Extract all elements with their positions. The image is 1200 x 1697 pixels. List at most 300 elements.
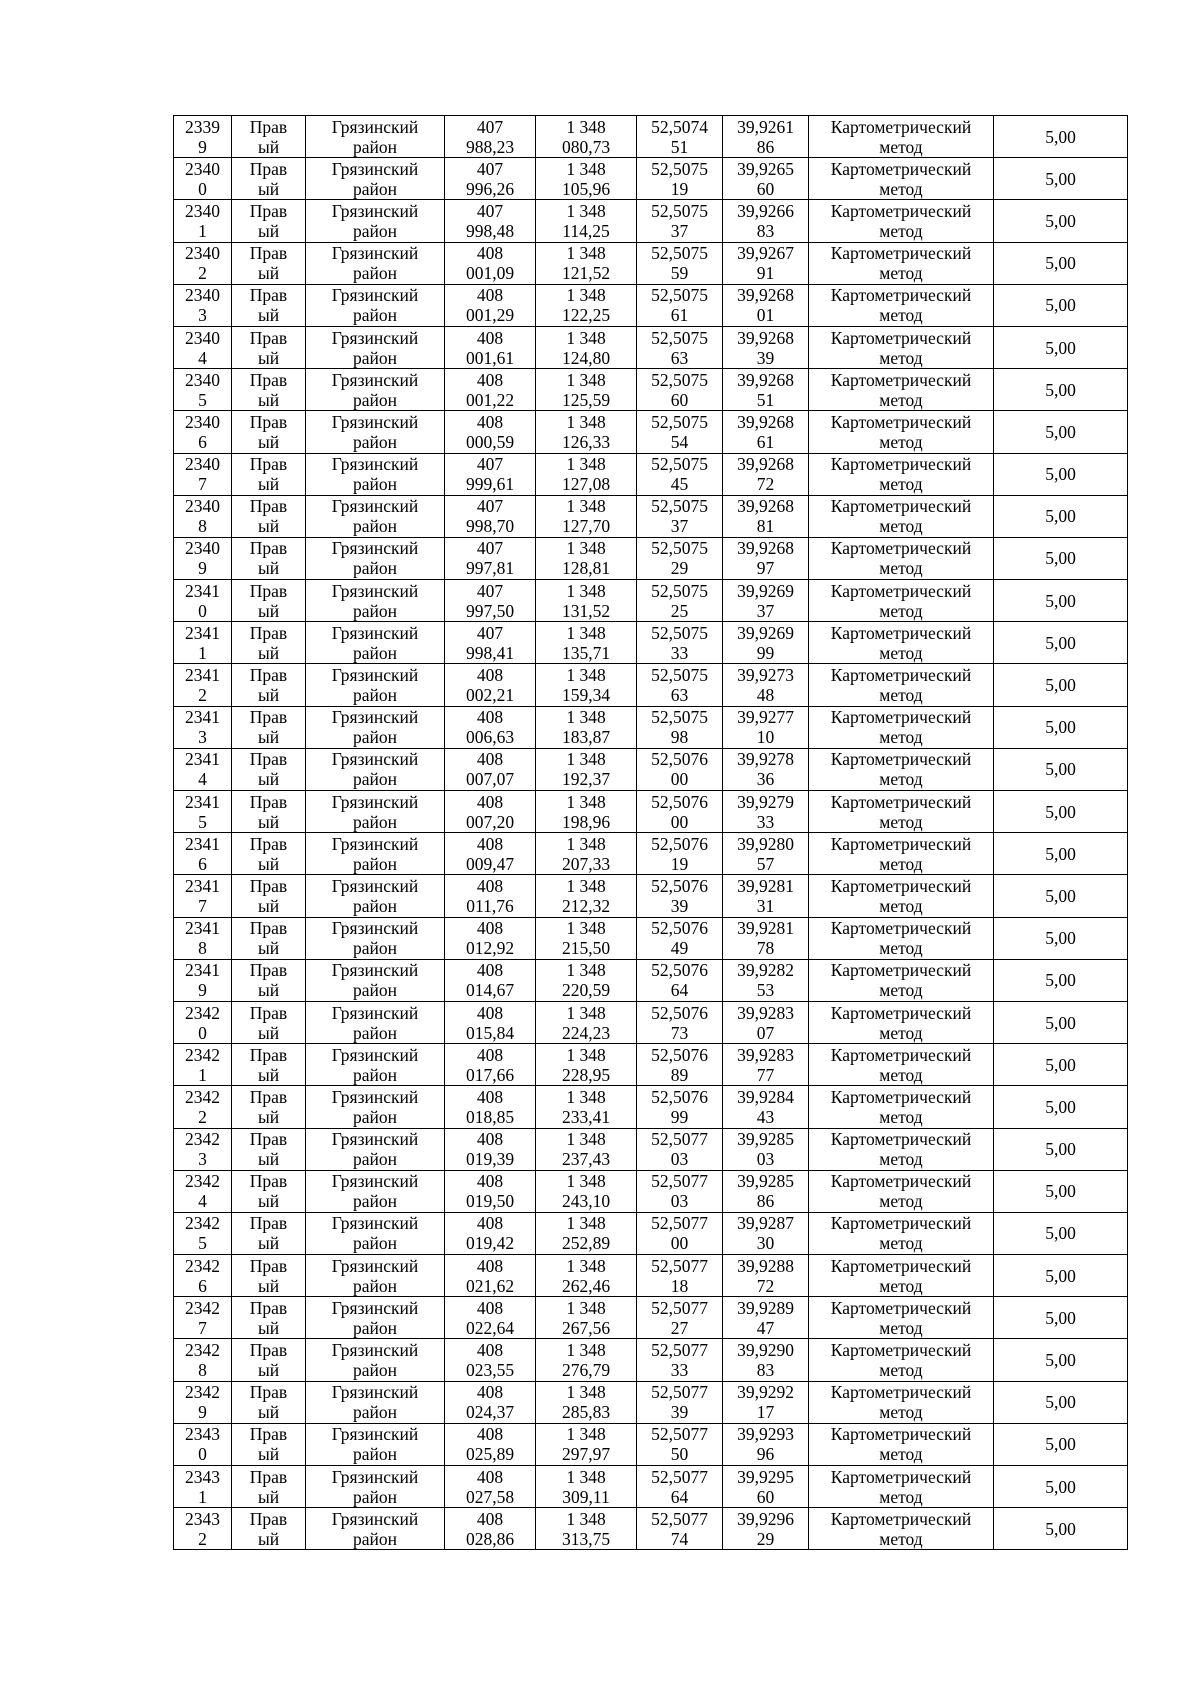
bank-side-cell xyxy=(232,875,306,917)
latitude-cell xyxy=(637,326,723,368)
method-cell-line: метод xyxy=(879,1149,923,1170)
point-number-cell-line: 2343 xyxy=(185,1508,220,1529)
district-cell xyxy=(306,748,445,790)
method-cell-line: метод xyxy=(879,1064,923,1085)
accuracy-cell: 5,00 xyxy=(994,1508,1128,1550)
point-number-cell xyxy=(174,495,232,537)
y-coordinate-cell-line: 131,52 xyxy=(561,600,611,621)
latitude-cell-line: 39 xyxy=(670,895,689,916)
method-cell-line: метод xyxy=(879,642,923,663)
x-coordinate-cell-line: 998,48 xyxy=(465,220,515,241)
y-coordinate-cell-line: 233,41 xyxy=(561,1106,611,1127)
latitude-cell xyxy=(637,1297,723,1339)
longitude-cell-line: 30 xyxy=(756,1233,775,1254)
district-cell xyxy=(306,1381,445,1423)
y-coordinate-cell xyxy=(536,580,637,622)
latitude-cell xyxy=(637,664,723,706)
latitude-cell-line: 63 xyxy=(670,685,689,706)
district-cell xyxy=(306,959,445,1001)
y-coordinate-cell-line: 159,34 xyxy=(561,685,611,706)
table-row xyxy=(174,1297,1128,1339)
method-cell-line: Картометрический xyxy=(830,918,972,939)
method-cell-line: метод xyxy=(879,1275,923,1296)
longitude-cell-line: 39,9281 xyxy=(737,875,794,896)
y-coordinate-cell-line: 126,33 xyxy=(561,431,611,452)
accuracy-cell: 5,00 xyxy=(994,748,1128,790)
x-coordinate-cell-line: 408 xyxy=(476,960,504,981)
x-coordinate-cell-line: 407 xyxy=(476,158,504,179)
y-coordinate-cell-line: 252,89 xyxy=(561,1233,611,1254)
bank-side-cell-line: Прав xyxy=(249,1340,288,1361)
longitude-cell-line: 39,9273 xyxy=(737,665,794,686)
bank-side-cell xyxy=(232,706,306,748)
method-cell-line: Картометрический xyxy=(830,369,972,390)
x-coordinate-cell xyxy=(445,1508,536,1550)
method-cell-line: метод xyxy=(879,178,923,199)
method-cell xyxy=(809,917,994,959)
point-number-cell-line: 2341 xyxy=(185,665,220,686)
y-coordinate-cell-line: 1 348 xyxy=(566,1340,606,1361)
latitude-cell xyxy=(637,537,723,579)
x-coordinate-cell-line: 408 xyxy=(476,1044,504,1065)
method-cell-line: Картометрический xyxy=(830,116,972,137)
latitude-cell-line: 60 xyxy=(670,389,689,410)
longitude-cell xyxy=(723,453,809,495)
x-coordinate-cell xyxy=(445,959,536,1001)
method-cell-line: Картометрический xyxy=(830,622,972,643)
method-cell-line: Картометрический xyxy=(830,749,972,770)
y-coordinate-cell-line: 1 348 xyxy=(566,116,606,137)
district-cell-line: район xyxy=(353,1317,397,1338)
district-cell xyxy=(306,1128,445,1170)
longitude-cell-line: 39,9268 xyxy=(737,496,794,517)
table-row xyxy=(174,1339,1128,1381)
point-number-cell-line: 2340 xyxy=(185,496,220,517)
x-coordinate-cell xyxy=(445,1339,536,1381)
method-cell xyxy=(809,495,994,537)
x-coordinate-cell xyxy=(445,664,536,706)
x-coordinate-cell xyxy=(445,706,536,748)
latitude-cell-line: 98 xyxy=(670,727,689,748)
accuracy-cell: 5,00 xyxy=(994,622,1128,664)
bank-side-cell-line: Прав xyxy=(249,749,288,770)
point-number-cell-line: 8 xyxy=(198,516,207,537)
y-coordinate-cell xyxy=(536,622,637,664)
point-number-cell xyxy=(174,1086,232,1128)
accuracy-cell: 5,00 xyxy=(994,1297,1128,1339)
district-cell-line: район xyxy=(353,1106,397,1127)
bank-side-cell-line: ый xyxy=(257,389,280,410)
bank-side-cell-line: ый xyxy=(257,1528,280,1549)
point-number-cell-line: 8 xyxy=(198,1360,207,1381)
x-coordinate-cell xyxy=(445,1128,536,1170)
method-cell-line: Картометрический xyxy=(830,1044,972,1065)
table-row xyxy=(174,242,1128,284)
district-cell-line: район xyxy=(353,811,397,832)
latitude-cell-line: 52,5075 xyxy=(651,243,708,264)
district-cell xyxy=(306,580,445,622)
method-cell-line: метод xyxy=(879,558,923,579)
latitude-cell-line: 52,5077 xyxy=(651,1213,708,1234)
x-coordinate-cell-line: 408 xyxy=(476,1255,504,1276)
longitude-cell xyxy=(723,917,809,959)
y-coordinate-cell-line: 124,80 xyxy=(561,347,611,368)
district-cell-line: район xyxy=(353,474,397,495)
bank-side-cell xyxy=(232,833,306,875)
longitude-cell-line: 72 xyxy=(756,474,775,495)
bank-side-cell-line: Прав xyxy=(249,496,288,517)
longitude-cell-line: 36 xyxy=(756,769,775,790)
longitude-cell xyxy=(723,158,809,200)
method-cell-line: метод xyxy=(879,1233,923,1254)
latitude-cell xyxy=(637,411,723,453)
district-cell xyxy=(306,833,445,875)
longitude-cell xyxy=(723,411,809,453)
point-number-cell-line: 2340 xyxy=(185,454,220,475)
district-cell-line: Грязинский xyxy=(331,1002,419,1023)
point-number-cell-line: 2342 xyxy=(185,1129,220,1150)
district-cell xyxy=(306,622,445,664)
longitude-cell-line: 60 xyxy=(756,178,775,199)
y-coordinate-cell xyxy=(536,495,637,537)
district-cell-line: Грязинский xyxy=(331,918,419,939)
latitude-cell-line: 37 xyxy=(670,516,689,537)
latitude-cell-line: 50 xyxy=(670,1444,689,1465)
longitude-cell-line: 72 xyxy=(756,1275,775,1296)
x-coordinate-cell xyxy=(445,1381,536,1423)
point-number-cell-line: 5 xyxy=(198,389,207,410)
y-coordinate-cell-line: 313,75 xyxy=(561,1528,611,1549)
latitude-cell-line: 52,5077 xyxy=(651,1297,708,1318)
x-coordinate-cell xyxy=(445,369,536,411)
point-number-cell-line: 2 xyxy=(198,263,207,284)
bank-side-cell xyxy=(232,537,306,579)
x-coordinate-cell xyxy=(445,1212,536,1254)
bank-side-cell-line: Прав xyxy=(249,369,288,390)
point-number-cell-line: 4 xyxy=(198,1191,207,1212)
latitude-cell xyxy=(637,284,723,326)
y-coordinate-cell xyxy=(536,1001,637,1043)
method-cell xyxy=(809,1001,994,1043)
y-coordinate-cell-line: 1 348 xyxy=(566,1255,606,1276)
district-cell-line: Грязинский xyxy=(331,833,419,854)
x-coordinate-cell-line: 012,92 xyxy=(465,938,515,959)
x-coordinate-cell-line: 408 xyxy=(476,243,504,264)
longitude-cell-line: 61 xyxy=(756,431,775,452)
x-coordinate-cell-line: 408 xyxy=(476,1002,504,1023)
y-coordinate-cell-line: 114,25 xyxy=(562,220,610,241)
district-cell-line: район xyxy=(353,1064,397,1085)
method-cell-line: метод xyxy=(879,431,923,452)
table-row xyxy=(174,1423,1128,1465)
latitude-cell-line: 00 xyxy=(670,769,689,790)
bank-side-cell-line: Прав xyxy=(249,1382,288,1403)
method-cell-line: Картометрический xyxy=(830,1340,972,1361)
bank-side-cell-line: ый xyxy=(257,769,280,790)
point-number-cell-line: 2342 xyxy=(185,1086,220,1107)
point-number-cell-line: 2341 xyxy=(185,791,220,812)
method-cell xyxy=(809,791,994,833)
method-cell-line: метод xyxy=(879,1444,923,1465)
method-cell-line: Картометрический xyxy=(830,1002,972,1023)
y-coordinate-cell xyxy=(536,1423,637,1465)
bank-side-cell-line: ый xyxy=(257,136,280,157)
district-cell xyxy=(306,495,445,537)
x-coordinate-cell-line: 996,26 xyxy=(465,178,515,199)
latitude-cell-line: 52,5077 xyxy=(651,1466,708,1487)
district-cell-line: район xyxy=(353,389,397,410)
coordinates-table xyxy=(173,115,1128,1550)
district-cell xyxy=(306,1170,445,1212)
longitude-cell-line: 39,9265 xyxy=(737,158,794,179)
latitude-cell-line: 52,5075 xyxy=(651,496,708,517)
district-cell xyxy=(306,1508,445,1550)
district-cell xyxy=(306,875,445,917)
latitude-cell xyxy=(637,1381,723,1423)
point-number-cell xyxy=(174,284,232,326)
method-cell-line: Картометрический xyxy=(830,1508,972,1529)
bank-side-cell xyxy=(232,748,306,790)
bank-side-cell-line: ый xyxy=(257,1191,280,1212)
bank-side-cell xyxy=(232,1423,306,1465)
bank-side-cell-line: Прав xyxy=(249,538,288,559)
method-cell-line: метод xyxy=(879,769,923,790)
latitude-cell xyxy=(637,1001,723,1043)
y-coordinate-cell-line: 1 348 xyxy=(566,707,606,728)
bank-side-cell-line: ый xyxy=(257,600,280,621)
x-coordinate-cell-line: 407 xyxy=(476,496,504,517)
table-row xyxy=(174,1044,1128,1086)
district-cell xyxy=(306,453,445,495)
table-row xyxy=(174,791,1128,833)
longitude-cell-line: 39,9269 xyxy=(737,580,794,601)
latitude-cell-line: 52,5077 xyxy=(651,1340,708,1361)
x-coordinate-cell-line: 002,21 xyxy=(465,685,515,706)
bank-side-cell xyxy=(232,664,306,706)
x-coordinate-cell xyxy=(445,1297,536,1339)
bank-side-cell-line: Прав xyxy=(249,875,288,896)
longitude-cell xyxy=(723,1086,809,1128)
district-cell xyxy=(306,411,445,453)
longitude-cell-line: 10 xyxy=(756,727,775,748)
latitude-cell-line: 29 xyxy=(670,558,689,579)
x-coordinate-cell-line: 025,89 xyxy=(465,1444,515,1465)
x-coordinate-cell xyxy=(445,748,536,790)
district-cell-line: район xyxy=(353,1022,397,1043)
bank-side-cell xyxy=(232,1466,306,1508)
bank-side-cell-line: ый xyxy=(257,811,280,832)
method-cell-line: метод xyxy=(879,853,923,874)
y-coordinate-cell-line: 220,59 xyxy=(561,980,611,1001)
method-cell xyxy=(809,411,994,453)
bank-side-cell xyxy=(232,580,306,622)
point-number-cell-line: 2342 xyxy=(185,1255,220,1276)
point-number-cell-line: 2341 xyxy=(185,833,220,854)
x-coordinate-cell-line: 027,58 xyxy=(465,1486,515,1507)
y-coordinate-cell-line: 1 348 xyxy=(566,411,606,432)
district-cell xyxy=(306,537,445,579)
x-coordinate-cell-line: 408 xyxy=(476,665,504,686)
x-coordinate-cell-line: 408 xyxy=(476,1171,504,1192)
latitude-cell-line: 00 xyxy=(670,811,689,832)
latitude-cell-line: 19 xyxy=(670,853,689,874)
latitude-cell-line: 52,5075 xyxy=(651,411,708,432)
latitude-cell-line: 33 xyxy=(670,1360,689,1381)
longitude-cell-line: 91 xyxy=(756,263,775,284)
district-cell-line: Грязинский xyxy=(331,1297,419,1318)
method-cell-line: Картометрический xyxy=(830,1382,972,1403)
bank-side-cell xyxy=(232,1508,306,1550)
longitude-cell-line: 97 xyxy=(756,558,775,579)
method-cell xyxy=(809,1339,994,1381)
latitude-cell-line: 25 xyxy=(670,600,689,621)
longitude-cell-line: 39,9288 xyxy=(737,1255,794,1276)
district-cell-line: район xyxy=(353,1191,397,1212)
longitude-cell-line: 51 xyxy=(756,389,775,410)
point-number-cell-line: 2340 xyxy=(185,158,220,179)
method-cell-line: метод xyxy=(879,727,923,748)
y-coordinate-cell-line: 243,10 xyxy=(561,1191,611,1212)
latitude-cell xyxy=(637,959,723,1001)
longitude-cell-line: 39,9278 xyxy=(737,749,794,770)
method-cell xyxy=(809,158,994,200)
method-cell-line: Картометрический xyxy=(830,454,972,475)
method-cell-line: метод xyxy=(879,1360,923,1381)
y-coordinate-cell xyxy=(536,833,637,875)
method-cell-line: Картометрический xyxy=(830,580,972,601)
longitude-cell-line: 39,9287 xyxy=(737,1213,794,1234)
point-number-cell xyxy=(174,959,232,1001)
bank-side-cell xyxy=(232,1255,306,1297)
x-coordinate-cell-line: 019,42 xyxy=(465,1233,515,1254)
table-row xyxy=(174,664,1128,706)
table-row xyxy=(174,495,1128,537)
district-cell-line: район xyxy=(353,1275,397,1296)
bank-side-cell-line: ый xyxy=(257,1317,280,1338)
district-cell-line: Грязинский xyxy=(331,665,419,686)
table-row xyxy=(174,1212,1128,1254)
point-number-cell xyxy=(174,1297,232,1339)
longitude-cell-line: 96 xyxy=(756,1444,775,1465)
table-row xyxy=(174,833,1128,875)
latitude-cell-line: 99 xyxy=(670,1106,689,1127)
point-number-cell-line: 1 xyxy=(198,1486,207,1507)
x-coordinate-cell-line: 019,39 xyxy=(465,1149,515,1170)
method-cell-line: Картометрический xyxy=(830,411,972,432)
latitude-cell xyxy=(637,1339,723,1381)
bank-side-cell-line: Прав xyxy=(249,454,288,475)
longitude-cell xyxy=(723,1339,809,1381)
latitude-cell-line: 52,5075 xyxy=(651,158,708,179)
method-cell xyxy=(809,1170,994,1212)
latitude-cell xyxy=(637,917,723,959)
table-row xyxy=(174,706,1128,748)
x-coordinate-cell-line: 015,84 xyxy=(465,1022,515,1043)
district-cell-line: район xyxy=(353,1149,397,1170)
bank-side-cell-line: ый xyxy=(257,516,280,537)
accuracy-cell: 5,00 xyxy=(994,1423,1128,1465)
y-coordinate-cell-line: 105,96 xyxy=(561,178,611,199)
point-number-cell-line: 8 xyxy=(198,938,207,959)
method-cell xyxy=(809,580,994,622)
y-coordinate-cell xyxy=(536,411,637,453)
latitude-cell-line: 49 xyxy=(670,938,689,959)
method-cell-line: метод xyxy=(879,980,923,1001)
accuracy-cell: 5,00 xyxy=(994,580,1128,622)
district-cell xyxy=(306,369,445,411)
table-row xyxy=(174,622,1128,664)
y-coordinate-cell-line: 1 348 xyxy=(566,1424,606,1445)
point-number-cell-line: 0 xyxy=(198,1022,207,1043)
point-number-cell-line: 2342 xyxy=(185,1297,220,1318)
bank-side-cell-line: Прав xyxy=(249,1002,288,1023)
x-coordinate-cell-line: 000,59 xyxy=(465,431,515,452)
district-cell-line: Грязинский xyxy=(331,707,419,728)
table-row xyxy=(174,116,1128,158)
district-cell-line: Грязинский xyxy=(331,791,419,812)
method-cell xyxy=(809,875,994,917)
longitude-cell-line: 39,9283 xyxy=(737,1002,794,1023)
bank-side-cell-line: Прав xyxy=(249,1171,288,1192)
point-number-cell xyxy=(174,537,232,579)
method-cell-line: метод xyxy=(879,516,923,537)
y-coordinate-cell xyxy=(536,1466,637,1508)
point-number-cell-line: 2341 xyxy=(185,580,220,601)
longitude-cell-line: 39,9282 xyxy=(737,960,794,981)
x-coordinate-cell-line: 408 xyxy=(476,1129,504,1150)
longitude-cell xyxy=(723,1044,809,1086)
y-coordinate-cell-line: 127,70 xyxy=(561,516,611,537)
longitude-cell xyxy=(723,1297,809,1339)
longitude-cell-line: 39,9268 xyxy=(737,285,794,306)
longitude-cell-line: 39,9280 xyxy=(737,833,794,854)
accuracy-cell: 5,00 xyxy=(994,116,1128,158)
latitude-cell-line: 52,5077 xyxy=(651,1171,708,1192)
district-cell-line: Грязинский xyxy=(331,622,419,643)
point-number-cell-line: 2340 xyxy=(185,285,220,306)
accuracy-cell: 5,00 xyxy=(994,1381,1128,1423)
point-number-cell-line: 0 xyxy=(198,1444,207,1465)
table-row xyxy=(174,748,1128,790)
bank-side-cell-line: Прав xyxy=(249,200,288,221)
point-number-cell xyxy=(174,411,232,453)
point-number-cell xyxy=(174,664,232,706)
bank-side-cell-line: Прав xyxy=(249,791,288,812)
x-coordinate-cell-line: 024,37 xyxy=(465,1402,515,1423)
bank-side-cell xyxy=(232,284,306,326)
accuracy-cell: 5,00 xyxy=(994,369,1128,411)
method-cell-line: Картометрический xyxy=(830,285,972,306)
y-coordinate-cell-line: 1 348 xyxy=(566,1213,606,1234)
y-coordinate-cell xyxy=(536,537,637,579)
method-cell xyxy=(809,284,994,326)
bank-side-cell-line: Прав xyxy=(249,580,288,601)
point-number-cell xyxy=(174,748,232,790)
district-cell-line: район xyxy=(353,1233,397,1254)
y-coordinate-cell-line: 127,08 xyxy=(561,474,611,495)
point-number-cell-line: 5 xyxy=(198,811,207,832)
longitude-cell-line: 39,9293 xyxy=(737,1424,794,1445)
bank-side-cell-line: Прав xyxy=(249,116,288,137)
x-coordinate-cell xyxy=(445,453,536,495)
district-cell-line: Грязинский xyxy=(331,1466,419,1487)
x-coordinate-cell-line: 999,61 xyxy=(465,474,515,495)
bank-side-cell-line: ый xyxy=(257,1486,280,1507)
longitude-cell xyxy=(723,1508,809,1550)
method-cell-line: Картометрический xyxy=(830,1213,972,1234)
district-cell-line: Грязинский xyxy=(331,1086,419,1107)
x-coordinate-cell xyxy=(445,1086,536,1128)
